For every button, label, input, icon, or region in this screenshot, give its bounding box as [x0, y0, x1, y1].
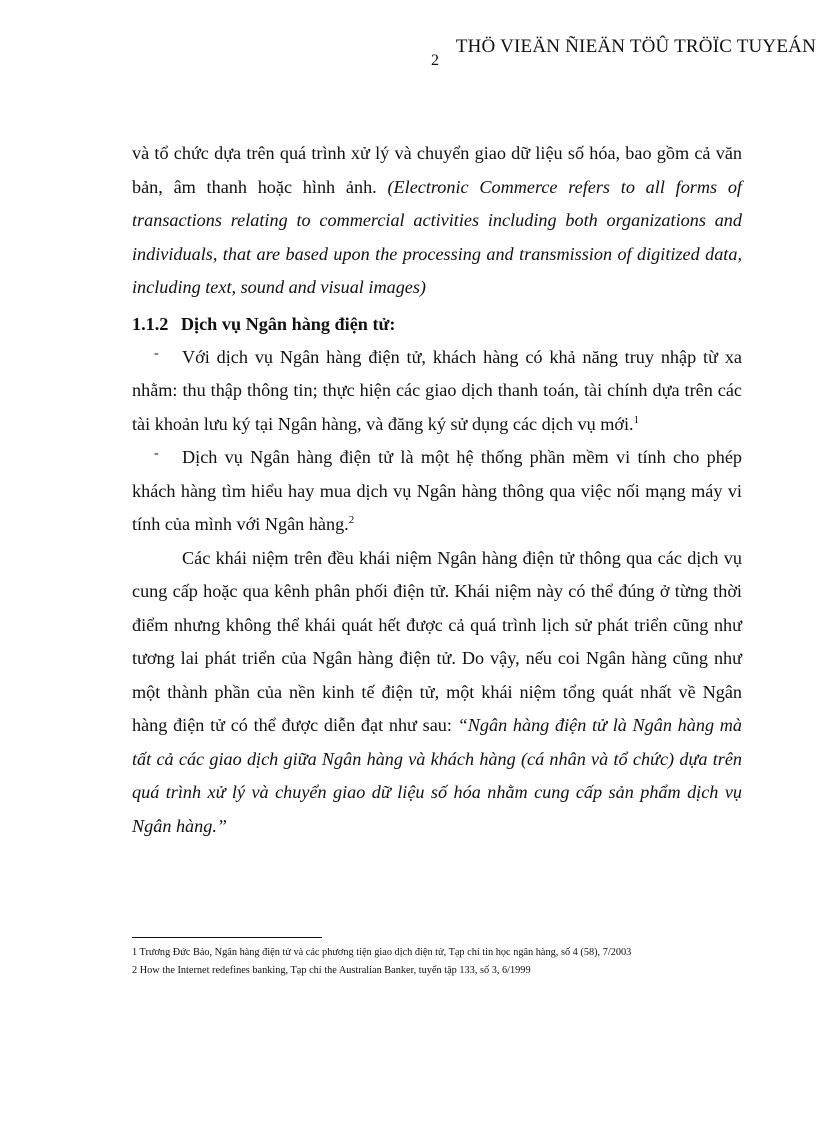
bullet-text: Với dịch vụ Ngân hàng điện tử, khách hàng có khả năng truy nhập từ xa nhằm: thu thập thông tin; thực hiện các giao dịch thanh toán, tài chính dựa trên các tài khoản lưu ký tại Ngân hàng, và đăng ký sử dụng các dịch vụ mới.	[132, 346, 742, 434]
section-heading	[132, 307, 742, 341]
section-title: Dịch vụ Ngân hàng điện tử:	[180, 313, 396, 334]
footnote-ref[interactable]: 1	[633, 413, 640, 426]
intro-text-vi: và tổ chức dựa trên quá trình xử lý và chuyển giao dữ liệu số hóa, bao gồm cả văn bản, âm thanh hoặc hình ảnh.	[132, 143, 742, 197]
footnote-divider	[132, 937, 322, 938]
intro-paragraph	[132, 137, 742, 305]
conclusion-paragraph	[132, 542, 742, 844]
document-body	[132, 137, 742, 843]
header-site-name: THÖ VIEÄN ÑIEÄN TÖÛ TRÖÏC TUYEÁN	[455, 36, 816, 57]
dash-marker: -	[154, 345, 159, 361]
page-number: 2	[431, 52, 439, 69]
bullet-text: Dịch vụ Ngân hàng điện tử là một hệ thống phần mềm vi tính cho phép khách hàng tìm hiểu hay mua dịch vụ Ngân hàng thông qua việc nối mạng máy vi tính của mình với Ngân hàng.	[132, 447, 742, 534]
footnote-item: 2 How the Internet redefines banking, Tạp chí the Australian Banker, tuyển tập 133, số 3, 6/1999	[132, 965, 531, 976]
footnotes	[132, 944, 772, 980]
section-number: 1.1.2	[132, 313, 169, 334]
dash-marker: -	[154, 446, 159, 461]
definition-quote: “Ngân hàng điện tử là Ngân hàng mà tất cả các giao dịch giữa Ngân hàng và khách hàng (cá nhân và tổ chức) dựa trên quá trình xử lý và chuyển giao dữ liệu số hóa nhằm cung cấp sản phẩm dịch vụ Ngân hàng.”	[132, 715, 742, 836]
conclusion-text: Các khái niệm trên đều khái niệm Ngân hàng điện tử thông qua các dịch vụ cung cấp hoặc qua kênh phân phối điện tử. Khái niệm này có thể đúng ở từng thời điểm nhưng không thể khái quát hết được cả quá trình lịch sử phát triển cũng như tương lai phát triển của Ngân hàng điện tử. Do vậy, nếu coi Ngân hàng cũng như một thành phần của nền kinh tế điện tử, một khái niệm tổng quát nhất về Ngân hàng điện tử có thể được diễn đạt như sau:	[132, 547, 742, 735]
bullet-paragraph	[132, 341, 742, 442]
intro-text-en: (Electronic Commerce refers to all forms of transactions relating to commercial activities including both organizations and individuals, that are based upon the processing and transmission of digitized data, including text, sound and visual images)	[132, 176, 742, 297]
bullet-paragraph	[132, 441, 742, 542]
footnote-item: 1 Trương Đức Bảo, Ngân hàng điện tử và các phương tiện giao dịch điện tử, Tạp chí tin học ngân hàng, số 4 (58), 7/2003	[132, 947, 632, 958]
footnote-ref[interactable]: 2	[348, 513, 355, 526]
